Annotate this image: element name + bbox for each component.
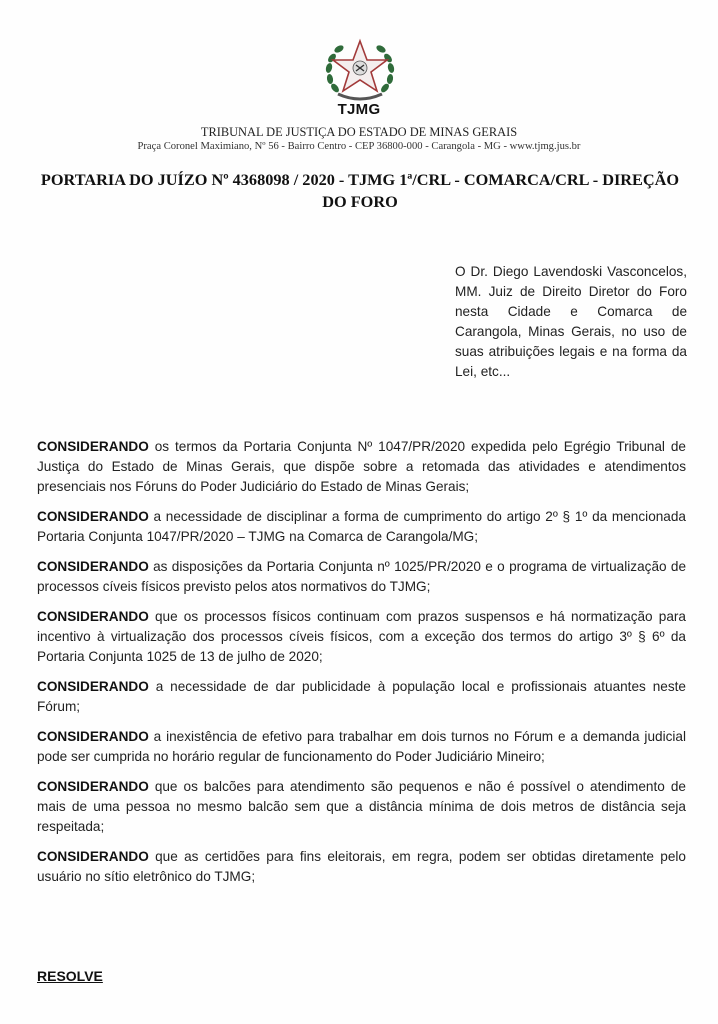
considerando-list: [37, 437, 686, 897]
tjmg-brand: TJMG: [337, 101, 381, 118]
clause-keyword: CONSIDERANDO: [37, 679, 149, 694]
clause-text: que as certidões para fins eleitorais, em regra, podem ser obtidas diretamente pelo usuário no sítio eletrônico do TJMG;: [37, 849, 686, 884]
organization-name: TRIBUNAL DE JUSTIÇA DO ESTADO DE MINAS GERAIS: [200, 125, 518, 139]
clause-text: a necessidade de dar publicidade à população local e profissionais atuantes neste Fórum;: [37, 679, 686, 714]
clause-1: [37, 437, 686, 497]
coat-of-arms-seal-icon: [322, 38, 398, 104]
clause-4: [37, 607, 686, 667]
clause-text: a inexistência de efetivo para trabalhar em dois turnos no Fórum e a demanda judicial pode ser cumprida no horário regular de funcionamento do Poder Judiciário Mineiro;: [37, 729, 686, 764]
clause-6: [37, 727, 686, 767]
clause-keyword: CONSIDERANDO: [37, 439, 149, 454]
clause-text: as disposições da Portaria Conjunta nº 1025/PR/2020 e o programa de virtualização de processos cíveis físicos previsto pelos atos normativos do TJMG;: [37, 559, 686, 594]
clause-text: que os balcões para atendimento são pequenos e não é possível o atendimento de mais de uma pessoa no mesmo balcão sem que a distância mínima de dois metros de distância seja respeitada;: [37, 779, 686, 834]
clause-text: os termos da Portaria Conjunta Nº 1047/PR/2020 expedida pelo Egrégio Tribunal de Justiça do Estado de Minas Gerais, que dispõe sobre a retomada das atividades e atendimentos presenciais nos Fóruns do Poder Judiciário do Estado de Minas Gerais;: [37, 439, 686, 494]
document-title: PORTARIA DO JUÍZO Nº 4368098 / 2020 - TJMG 1ª/CRL - COMARCA/CRL - DIREÇÃO DO FORO: [40, 170, 680, 211]
clause-keyword: CONSIDERANDO: [37, 609, 149, 624]
clause-text: que os processos físicos continuam com prazos suspensos e há normatização para incentivo à virtualização dos processos cíveis físicos, com a exceção dos termos do artigo 3º § 6º da Portaria Conjunta 1025 de 13 de julho de 2020;: [37, 609, 686, 664]
clause-keyword: CONSIDERANDO: [37, 729, 149, 744]
clause-2: [37, 507, 686, 547]
resolve-heading: RESOLVE: [37, 968, 103, 984]
clause-3: [37, 557, 686, 597]
organization-address: Praça Coronel Maximiano, Nº 56 - Bairro Centro - CEP 36800-000 - Carangola - MG - www.tjmg.jus.br: [137, 141, 581, 152]
clause-keyword: CONSIDERANDO: [37, 849, 149, 864]
clause-5: [37, 677, 686, 717]
clause-keyword: CONSIDERANDO: [37, 509, 149, 524]
clause-keyword: CONSIDERANDO: [37, 779, 149, 794]
clause-keyword: CONSIDERANDO: [37, 559, 149, 574]
clause-7: [37, 777, 686, 837]
preamble-paragraph: O Dr. Diego Lavendoski Vasconcelos, MM. Juiz de Direito Diretor do Foro nesta Cidade e Comarca de Carangola, Minas Gerais, no uso de suas atribuições legais e na forma da Lei, etc...: [455, 264, 687, 379]
clause-text: a necessidade de disciplinar a forma de cumprimento do artigo 2º § 1º da mencionada Portaria Conjunta 1047/PR/2020 – TJMG na Comarca de Carangola/MG;: [37, 509, 686, 544]
clause-8: [37, 847, 686, 887]
